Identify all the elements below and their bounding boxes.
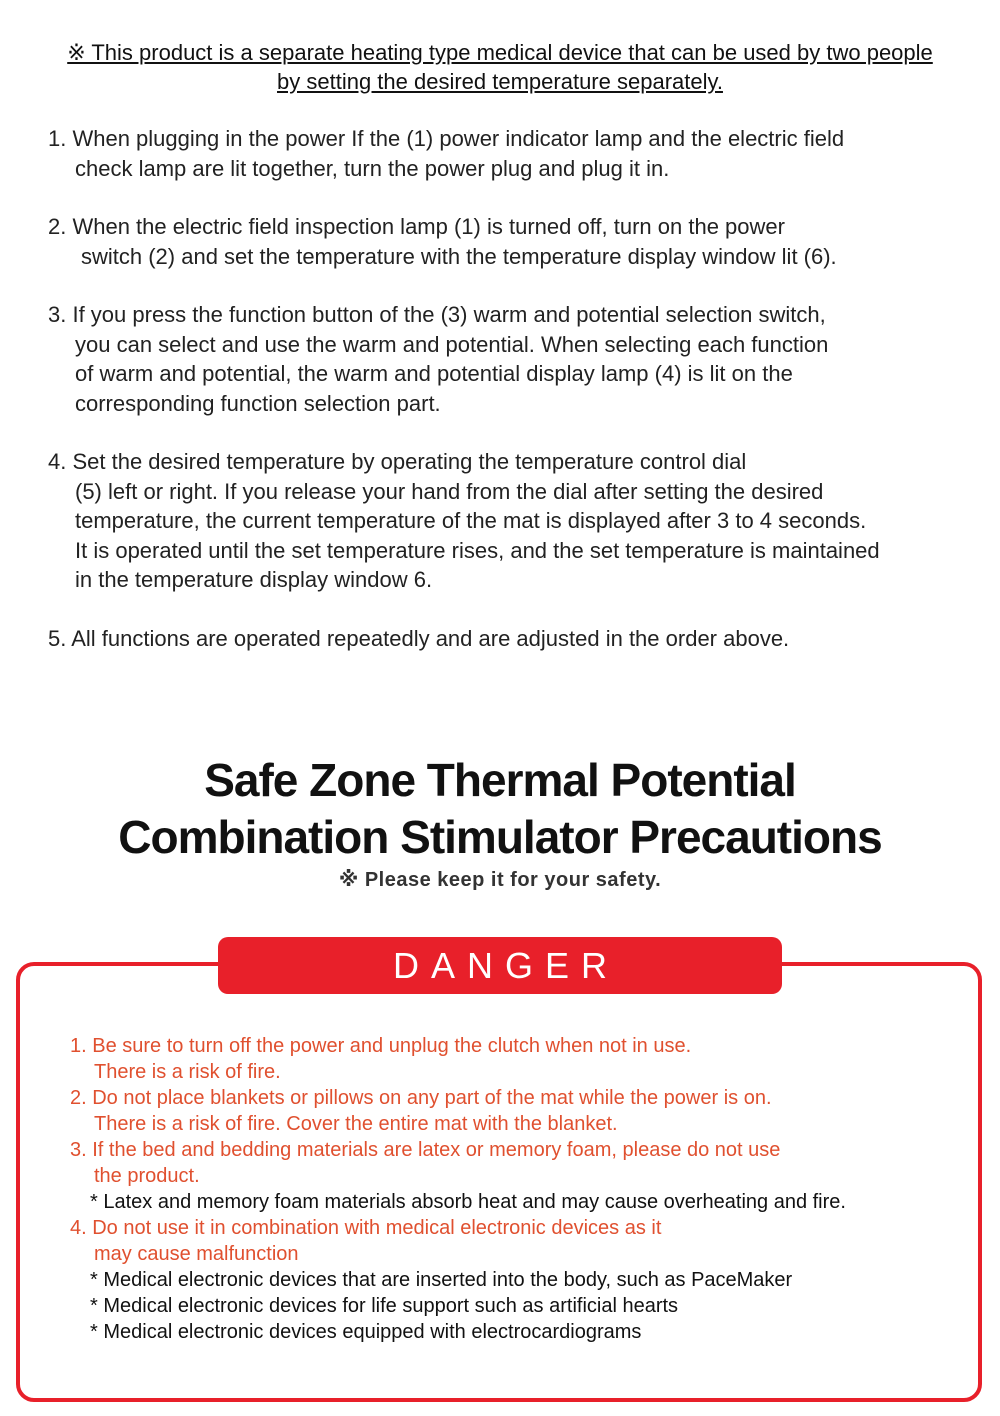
danger-item-text: 1. Be sure to turn off the power and unplug the clutch when not in use.: [70, 1035, 692, 1057]
step-2: [48, 212, 968, 271]
step-line: 3. If you press the function button of the (3) warm and potential selection switch,: [48, 302, 826, 327]
danger-item-3: [70, 1137, 950, 1215]
step-line: 5. All functions are operated repeatedly and are adjusted in the order above.: [48, 625, 790, 651]
step-line: (5) left or right. If you release your hand from the dial after setting the desired: [75, 478, 824, 504]
danger-note: * Medical electronic devices that are inserted into the body, such as PaceMaker: [90, 1269, 793, 1291]
danger-item-cont: There is a risk of fire.: [94, 1061, 281, 1083]
danger-list: [70, 1033, 950, 1345]
step-line: It is operated until the set temperature rises, and the set temperature is maintained: [75, 537, 880, 563]
step-line: temperature, the current temperature of the mat is displayed after 3 to 4 seconds.: [75, 508, 867, 533]
product-notice: [0, 38, 1000, 96]
danger-note: * Medical electronic devices for life support such as artificial hearts: [90, 1295, 679, 1317]
title-line-2: Combination Stimulator Precautions: [118, 811, 882, 863]
danger-item-cont: There is a risk of fire. Cover the entire mat with the blanket.: [94, 1113, 618, 1135]
step-5: [48, 624, 968, 654]
usage-steps: [48, 124, 968, 682]
danger-item-2: [70, 1085, 950, 1137]
step-line: of warm and potential, the warm and potential display lamp (4) is lit on the: [75, 361, 793, 386]
step-line: in the temperature display window 6.: [75, 567, 433, 592]
step-line: 1. When plugging in the power If the (1) power indicator lamp and the electric field: [48, 126, 845, 151]
danger-item-4: [70, 1215, 950, 1345]
step-1: [48, 124, 968, 183]
step-line: check lamp are lit together, turn the power plug and plug it in.: [75, 155, 670, 181]
danger-item-text: 4. Do not use it in combination with medical electronic devices as it: [70, 1217, 662, 1239]
step-line: corresponding function selection part.: [75, 390, 441, 416]
precautions-title: [0, 752, 1000, 866]
step-line: you can select and use the warm and potential. When selecting each function: [75, 331, 829, 357]
step-4: [48, 447, 968, 595]
step-line: 4. Set the desired temperature by operating the temperature control dial: [48, 449, 747, 474]
step-line: 2. When the electric field inspection lamp (1) is turned off, turn on the power: [48, 214, 785, 239]
danger-item-1: [70, 1033, 950, 1085]
title-line-1: Safe Zone Thermal Potential: [204, 754, 796, 806]
danger-label: DANGER: [218, 937, 782, 994]
danger-item-cont: may cause malfunction: [94, 1243, 299, 1265]
danger-item-text: 2. Do not place blankets or pillows on any part of the mat while the power is on.: [70, 1087, 772, 1109]
safety-subtitle: ※ Please keep it for your safety.: [338, 869, 662, 891]
danger-note: * Latex and memory foam materials absorb heat and may cause overheating and fire.: [90, 1191, 846, 1213]
danger-item-text: 3. If the bed and bedding materials are latex or memory foam, please do not use: [70, 1139, 781, 1161]
step-3: [48, 300, 968, 418]
danger-note: * Medical electronic devices equipped with electrocardiograms: [90, 1321, 642, 1343]
step-line: switch (2) and set the temperature with the temperature display window lit (6).: [81, 243, 837, 269]
notice-line-1: ※ This product is a separate heating type medical device that can be used by two people: [67, 40, 933, 65]
notice-line-2: by setting the desired temperature separately.: [277, 69, 723, 94]
danger-item-cont: the product.: [94, 1165, 200, 1187]
